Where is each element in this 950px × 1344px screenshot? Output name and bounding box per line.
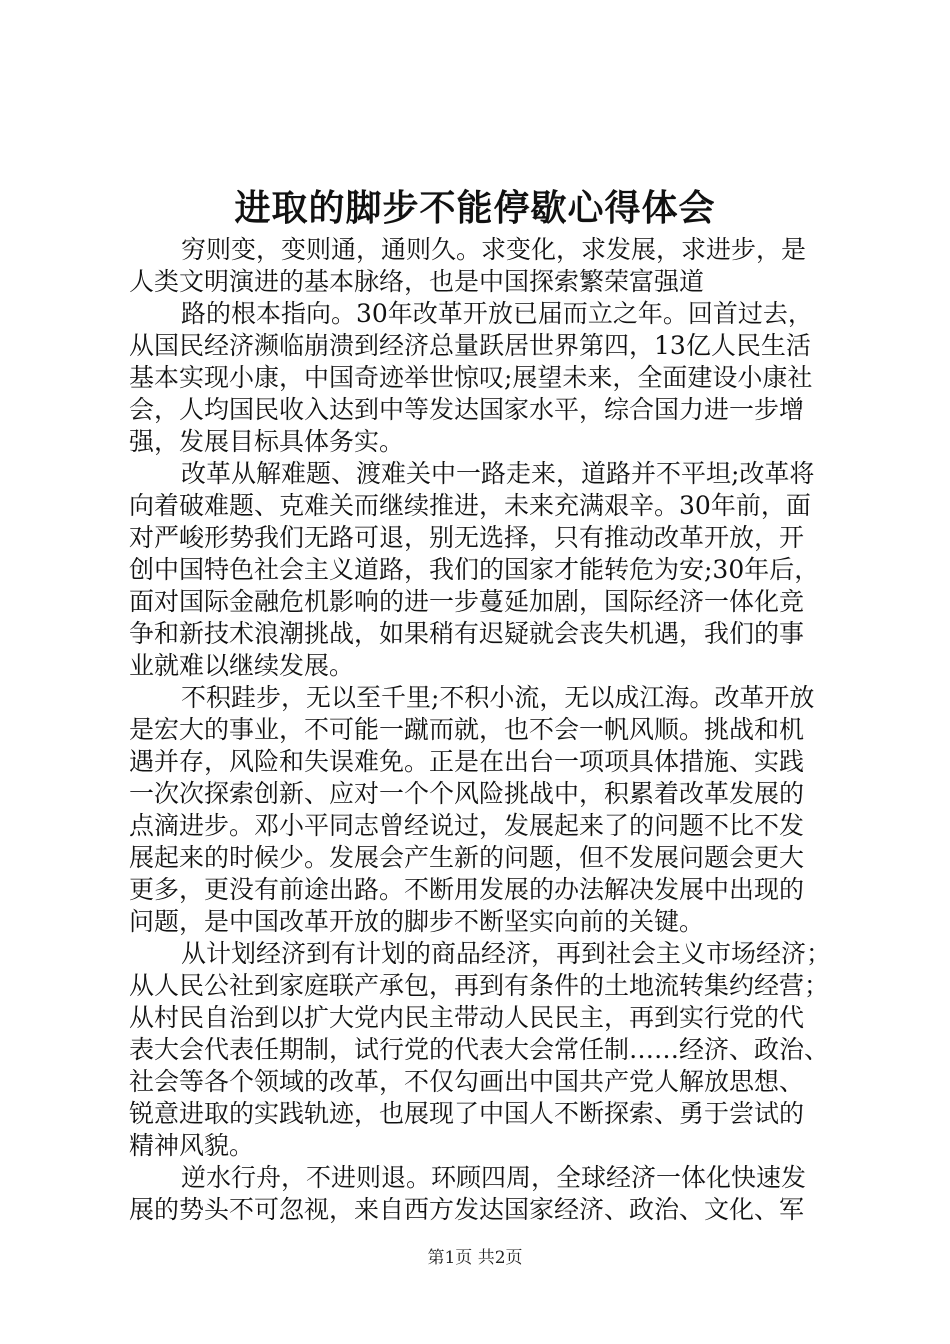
text-line: 精神风貌。	[129, 1131, 255, 1160]
text-line: 遇并存，风险和失误难免。正是在出台一项项具体措施、实践	[129, 747, 805, 776]
text-line: 向着破难题、克难关而继续推进，未来充满艰辛。30年前，面	[129, 491, 811, 520]
text-line: 对严峻形势我们无路可退，别无选择，只有推动改革开放，开	[129, 523, 805, 552]
text-line: 展的势头不可忽视，来自西方发达国家经济、政治、文化、军	[129, 1195, 805, 1224]
text-line: 强，发展目标具体务实。	[129, 427, 405, 456]
document-title: 进取的脚步不能停歇心得体会	[234, 187, 716, 229]
text-line: 从村民自治到以扩大党内民主带动人民民主，再到实行党的代	[129, 1003, 805, 1032]
text-line: 穷则变，变则通，通则久。求变化，求发展，求进步，是	[181, 235, 807, 264]
text-line: 点滴进步。邓小平同志曾经说过，发展起来了的问题不比不发	[129, 811, 805, 840]
text-line: 不积跬步，无以至千里;不积小流，无以成江海。改革开放	[181, 683, 815, 712]
document-body	[129, 234, 832, 1226]
text-line: 基本实现小康，中国奇迹举世惊叹;展望未来，全面建设小康社	[129, 363, 813, 392]
text-line: 社会等各个领域的改革，不仅勾画出中国共产党人解放思想、	[129, 1067, 805, 1096]
text-line: 从人民公社到家庭联产承包，再到有条件的土地流转集约经营；	[129, 971, 830, 1000]
text-line: 锐意进取的实践轨迹，也展现了中国人不断探索、勇于尝试的	[129, 1099, 805, 1128]
text-line: 问题，是中国改革开放的脚步不断坚实向前的关键。	[129, 907, 705, 936]
text-line: 展起来的时候少。发展会产生新的问题，但不发展问题会更大	[129, 843, 805, 872]
text-line: 面对国际金融危机影响的进一步蔓延加剧，国际经济一体化竞	[129, 587, 805, 616]
page-footer: 第1页 共2页	[427, 1248, 523, 1268]
text-line: 更多，更没有前途出路。不断用发展的办法解决发展中出现的	[129, 875, 805, 904]
text-line: 创中国特色社会主义道路，我们的国家才能转危为安;30年后，	[129, 555, 820, 584]
text-line: 争和新技术浪潮挑战，如果稍有迟疑就会丧失机遇，我们的事	[129, 619, 805, 648]
text-line: 会，人均国民收入达到中等发达国家水平，综合国力进一步增	[129, 395, 805, 424]
text-line: 逆水行舟，不进则退。环顾四周，全球经济一体化快速发	[181, 1163, 807, 1192]
text-line: 一次次探索创新、应对一个个风险挑战中，积累着改革发展的	[129, 779, 805, 808]
text-line: 业就难以继续发展。	[129, 651, 355, 680]
text-line: 路的根本指向。30年改革开放已届而立之年。回首过去，	[181, 299, 813, 328]
text-line: 从计划经济到有计划的商品经济，再到社会主义市场经济；	[181, 939, 832, 968]
text-line: 从国民经济濒临崩溃到经济总量跃居世界第四，13亿人民生活	[129, 331, 811, 360]
text-line: 改革从解难题、渡难关中一路走来，道路并不平坦;改革将	[181, 459, 815, 488]
text-line: 是宏大的事业，不可能一蹴而就，也不会一帆风顺。挑战和机	[129, 715, 805, 744]
text-line: 表大会代表任期制，试行党的代表大会常任制……经济、政治、	[129, 1035, 830, 1064]
text-line: 人类文明演进的基本脉络，也是中国探索繁荣富强道	[129, 267, 705, 296]
